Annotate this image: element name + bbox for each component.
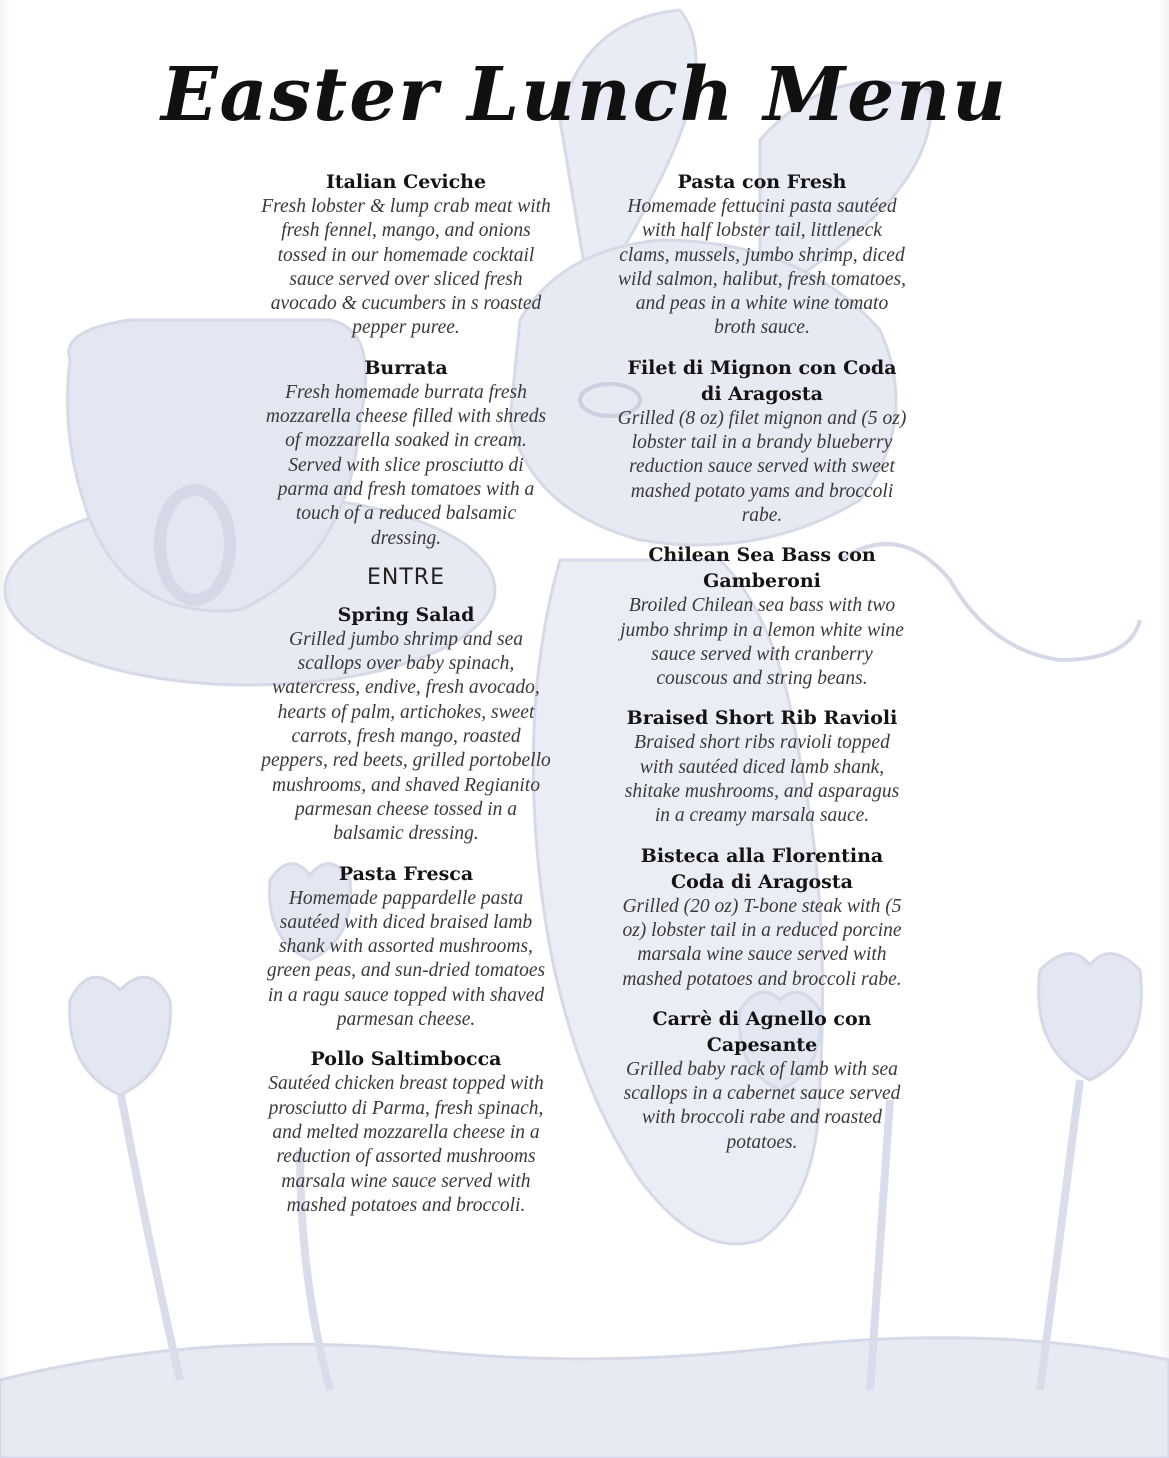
tulip-head-left-1 bbox=[70, 977, 171, 1095]
menu-item bbox=[617, 1006, 907, 1155]
menu-item bbox=[617, 705, 907, 828]
menu-item-name: Spring Salad bbox=[337, 603, 475, 626]
menu-item-description: Fresh lobster & lump crab meat with fresh fennel, mango, and onions tossed in our homemade cocktail sauce served over sliced fresh avocado & cucumbers in s roasted pepper puree. bbox=[261, 196, 551, 339]
tulip-stem-left-1 bbox=[120, 1090, 180, 1380]
menu-item-description: Grilled (20 oz) T-bone steak with (5 oz) lobster tail in a reduced porcine marsala wine sauce served with mashed potatoes and broccoli rabe. bbox=[622, 895, 902, 990]
menu-item-description: Broiled Chilean sea bass with two jumbo shrimp in a lemon white wine sauce served with cranberry couscous and string beans. bbox=[620, 595, 904, 690]
menu-item-name: Pasta con Fresh bbox=[677, 171, 847, 193]
menu-item-description: Grilled jumbo shrimp and sea scallops over baby spinach, watercress, endive, fresh avocado, hearts of palm, artichokes, sweet carrots, fresh mango, roasted peppers, red beets, grilled portobello mushrooms, and shaved Regianito parmesan cheese tossed in a balsamic dressing. bbox=[261, 628, 551, 845]
tulip-head-right-1 bbox=[1039, 954, 1142, 1080]
menu-item-name: Braised Short Rib Ravioli bbox=[626, 707, 898, 730]
menu-item bbox=[617, 843, 907, 992]
menu-item-name: Pollo Saltimbocca bbox=[310, 1048, 502, 1071]
menu-title: Easter Lunch Menu bbox=[161, 52, 1008, 138]
menu-item-description: Grilled (8 oz) filet mignon and (5 oz) lobster tail in a brandy blueberry reduction sauce served with sweet mashed potato yams and broccoli rabe. bbox=[617, 407, 907, 526]
menu-item-description: Homemade fettucini pasta sautéed with half lobster tail, littleneck clams, mussels, jumbo shrimp, diced wild salmon, halibut, fresh tomatoes, and peas in a white wine tomato broth sauce. bbox=[618, 196, 906, 339]
menu-column-right bbox=[617, 169, 907, 1169]
menu-item bbox=[261, 169, 551, 341]
menu-item-name: Carrè di Agnello con Capesante bbox=[652, 1007, 872, 1056]
menu-column-left bbox=[261, 169, 551, 1232]
menu-item-name: Pasta Fresca bbox=[338, 862, 474, 885]
menu-item-description: Homemade pappardelle pasta sautéed with diced braised lamb shank with assorted mushrooms, green peas, and sun-dried tomatoes in a ragu sauce topped with shaved parmesan cheese. bbox=[266, 887, 546, 1031]
menu-item-description: Sautéed chicken breast topped with prosciutto di Parma, fresh spinach, and melted mozzarella cheese in a reduction of assorted mushrooms marsala wine sauce served with mashed potatoes and broccoli. bbox=[268, 1073, 544, 1216]
menu-item-name: Bisteca alla Florentina Coda di Aragosta bbox=[640, 844, 884, 893]
section-heading-entre: ENTRE bbox=[367, 564, 445, 590]
menu-item-description: Fresh homemade burrata fresh mozzarella cheese filled with shreds of mozzarella soaked in cream. Served with slice prosciutto di parma and fresh tomatoes with a touch of a reduced balsamic dressing. bbox=[265, 381, 547, 549]
menu-item bbox=[617, 169, 907, 341]
menu-item bbox=[617, 355, 907, 528]
menu-item-name: Burrata bbox=[364, 356, 448, 379]
menu-item bbox=[261, 602, 551, 847]
menu-item-description: Braised short ribs ravioli topped with sautéed diced lamb shank, shitake mushrooms, and asparagus in a creamy marsala sauce. bbox=[624, 732, 900, 827]
menu-item bbox=[261, 355, 551, 551]
menu-item-name: Chilean Sea Bass con Gamberoni bbox=[648, 544, 876, 593]
menu-item bbox=[617, 542, 907, 691]
menu-item-name: Italian Ceviche bbox=[325, 171, 487, 193]
menu-item bbox=[261, 861, 551, 1033]
menu-item-name: Filet di Mignon con Coda di Aragosta bbox=[627, 356, 897, 405]
menu-item bbox=[261, 1046, 551, 1218]
menu-item-description: Grilled baby rack of lamb with sea scallops in a cabernet sauce served with broccoli rabe and roasted potatoes. bbox=[623, 1058, 901, 1153]
